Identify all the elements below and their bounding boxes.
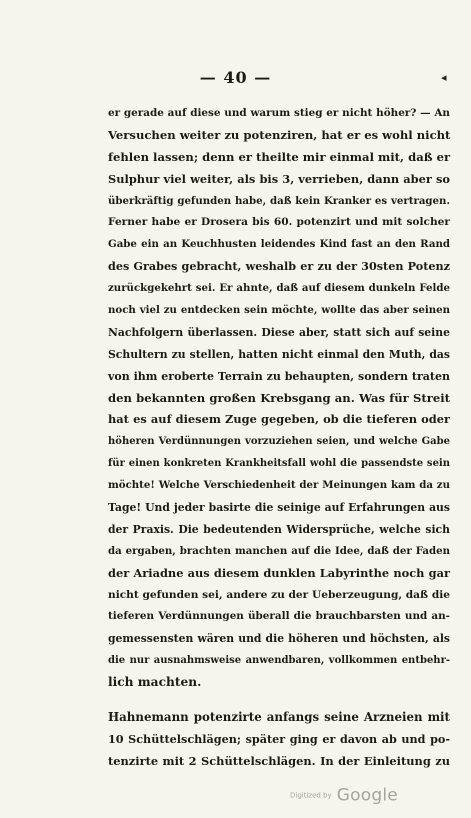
text-line: die nur ausnahmsweise anwendbaren, vollkommen entbehr- xyxy=(108,655,450,667)
google-logo: Google xyxy=(336,785,398,806)
digitized-watermark xyxy=(290,785,398,806)
text-line: den bekannten großen Krebsgang an. Was für Streit xyxy=(108,390,450,405)
text-line: des Grabes gebracht, weshalb er zu der 30sten Potenz xyxy=(108,259,450,274)
body-text xyxy=(108,103,450,773)
text-line: Gabe ein an Keuchhusten leidendes Kind fast an den Rand xyxy=(108,238,450,251)
paragraph-1 xyxy=(108,103,450,694)
page-marker-icon: ◂ xyxy=(441,71,447,84)
text-line: 10 Schüttelschlägen; später ging er davon ab und po- xyxy=(108,731,450,746)
text-line: tenzirte mit 2 Schüttelschlägen. In der Einleitung zu xyxy=(108,753,450,768)
text-line: Tage! Und jeder basirte die seinige auf Erfahrungen aus xyxy=(108,501,450,515)
text-line: Hahnemann potenzirte anfangs seine Arzneien mit xyxy=(108,710,450,725)
text-line: Schultern zu stellen, hatten nicht einmal den Muth, das xyxy=(108,347,450,361)
text-line: da ergaben, brachten manchen auf die Idee, daß der Faden xyxy=(108,544,450,557)
text-line: zurückgekehrt sei. Er ahnte, daß auf diesem dunkeln Felde xyxy=(108,282,450,295)
text-line: hat es auf diesem Zuge gegeben, ob die tieferen oder xyxy=(108,412,450,427)
text-line: für einen konkreten Krankheitsfall wohl die passendste sein xyxy=(108,458,450,470)
text-line: der Praxis. Die bedeutenden Widersprüche, welche sich xyxy=(108,522,450,536)
text-line: tieferen Verdünnungen überall die brauchbarsten und an- xyxy=(108,610,450,623)
text-line: lich machten. xyxy=(108,675,202,690)
text-line: von ihm eroberte Terrain zu behaupten, sondern traten xyxy=(108,369,450,383)
text-line: Sulphur viel weiter, als bis 3, verrieben, dann aber so xyxy=(108,171,450,186)
text-line: fehlen lassen; denn er theilte mir einmal mit, daß er xyxy=(108,149,451,164)
text-line: noch viel zu entdecken sein möchte, wollte das aber seinen xyxy=(108,304,450,317)
text-line: überkräftig gefunden habe, daß kein Kranker es vertragen. xyxy=(108,194,450,207)
paragraph-gap xyxy=(108,694,450,707)
text-line: nicht gefunden sei, andere zu der Ueberzeugung, daß die xyxy=(108,588,450,601)
text-line: höheren Verdünnungen vorzuziehen seien, und welche Gabe xyxy=(108,436,450,448)
page-number: — 40 — xyxy=(199,68,272,87)
text-line: möchte! Welche Verschiedenheit der Meinungen kam da zu xyxy=(108,479,450,492)
text-line: Nachfolgern überlassen. Diese aber, statt sich auf seine xyxy=(108,325,450,339)
text-line: gemessensten wären und die höheren und höchsten, als xyxy=(108,632,450,646)
text-line: Versuchen weiter zu potenziren, hat er es wohl nicht xyxy=(108,127,451,142)
text-line: Ferner habe er Drosera bis 60. potenzirt und mit solcher xyxy=(108,216,450,229)
paragraph-2 xyxy=(108,707,450,773)
text-line: der Ariadne aus diesem dunklen Labyrinthe noch gar xyxy=(108,565,450,580)
watermark-prefix: Digitized by xyxy=(290,791,332,800)
text-line: er gerade auf diese und warum stieg er nicht höher? — An xyxy=(108,107,450,119)
